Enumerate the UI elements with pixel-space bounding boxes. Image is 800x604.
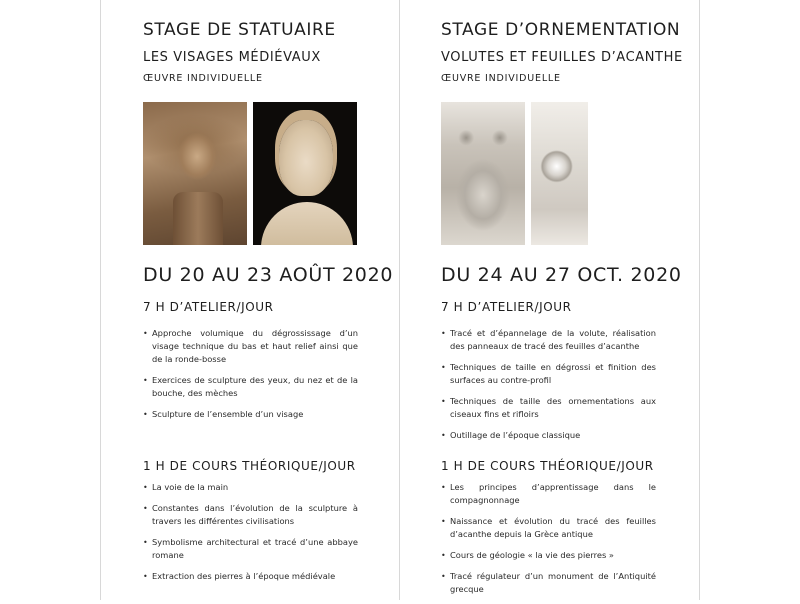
list-item: • Cours de géologie « la vie des pierres » — [441, 549, 656, 562]
ornementation-title: STAGE D’ORNEMENTATION — [441, 20, 681, 40]
list-item: • Techniques de taille des ornementations aux ciseaux fins et rifloirs — [441, 395, 656, 421]
statuaire-date: DU 20 AU 23 AOÛT 2020 — [143, 264, 394, 286]
statuaire-title: STAGE DE STATUAIRE — [143, 20, 336, 40]
list-item: • Extraction des pierres à l’époque médiévale — [143, 570, 358, 583]
statuaire-atelier-heading: 7 H D’ATELIER/JOUR — [143, 300, 274, 314]
ornementation-atelier-list — [441, 327, 656, 450]
statuaire-subtitle: LES VISAGES MÉDIÉVAUX — [143, 50, 321, 65]
ornementation-cours-list — [441, 481, 656, 604]
list-item: • Techniques de taille en dégrossi et finition des surfaces au contre-profil — [441, 361, 656, 387]
list-item: • Approche volumique du dégrossissage d’un visage technique du bas et haut relief ainsi que de la ronde-bosse — [143, 327, 358, 366]
statuaire-photos — [143, 102, 357, 245]
list-item: • Outillage de l’époque classique — [441, 429, 656, 442]
ornementation-photos — [441, 102, 657, 245]
statuaire-cours-heading: 1 H DE COURS THÉORIQUE/JOUR — [143, 459, 356, 473]
acanthus-photo — [594, 102, 657, 245]
ornementation-cours-heading: 1 H DE COURS THÉORIQUE/JOUR — [441, 459, 654, 473]
list-item: • La voie de la main — [143, 481, 358, 494]
list-item: • Les principes d’apprentissage dans le compagnonnage — [441, 481, 656, 507]
ornementation-atelier-heading: 7 H D’ATELIER/JOUR — [441, 300, 572, 314]
list-item: • Constantes dans l’évolution de la sculpture à travers les différentes civilisations — [143, 502, 358, 528]
list-item: • Sculpture de l’ensemble d’un visage — [143, 408, 358, 421]
ornementation-panel — [400, 0, 700, 600]
marble-bust-photo — [253, 102, 357, 245]
statuaire-panel — [100, 0, 400, 600]
ornementation-date: DU 24 AU 27 OCT. 2020 — [441, 264, 682, 286]
statuaire-atelier-list — [143, 327, 358, 429]
ornementation-kind: ŒUVRE INDIVIDUELLE — [441, 73, 561, 84]
capital-photo — [441, 102, 525, 245]
list-item: • Exercices de sculpture des yeux, du nez et de la bouche, des mèches — [143, 374, 358, 400]
volute-photo — [531, 102, 588, 245]
list-item: • Naissance et évolution du tracé des feuilles d’acanthe depuis la Grèce antique — [441, 515, 656, 541]
list-item: • Symbolisme architectural et tracé d’une abbaye romane — [143, 536, 358, 562]
list-item: • Tracé régulateur d’un monument de l’Antiquité grecque — [441, 570, 656, 596]
statuaire-cours-list — [143, 481, 358, 591]
statuaire-kind: ŒUVRE INDIVIDUELLE — [143, 73, 263, 84]
ornementation-subtitle: VOLUTES ET FEUILLES D’ACANTHE — [441, 50, 683, 65]
medieval-relief-photo — [143, 102, 247, 245]
list-item: • Tracé et d’épannelage de la volute, réalisation des panneaux de tracé des feuilles d’acanthe — [441, 327, 656, 353]
